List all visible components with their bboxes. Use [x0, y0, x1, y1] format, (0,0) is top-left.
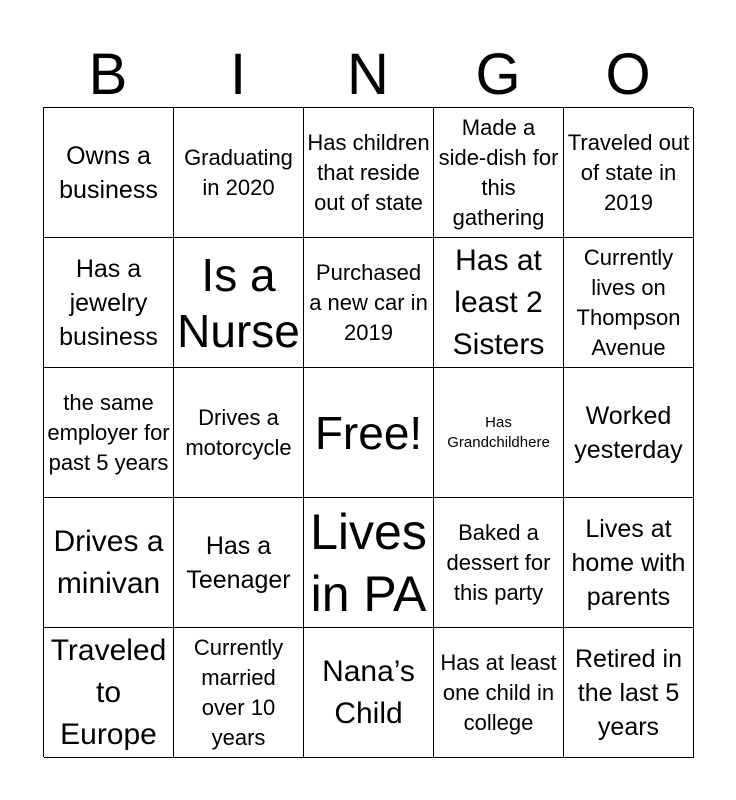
bingo-header [43, 44, 693, 106]
cell-text: Purchased a new car in 2019 [309, 259, 428, 345]
free-space[interactable] [304, 368, 434, 498]
bingo-cell[interactable] [44, 238, 174, 368]
cell-text: Lives at home with parents [571, 514, 686, 611]
cell-text: Traveled to Europe [50, 633, 167, 751]
bingo-cell[interactable] [44, 108, 174, 238]
cell-text: Has Grandchildhere [447, 413, 550, 451]
header-letter-n: N [347, 42, 389, 107]
cell-text: Made a side-dish for this gathering [438, 114, 559, 230]
bingo-cell[interactable] [174, 108, 304, 238]
bingo-cell[interactable] [564, 628, 694, 758]
bingo-cell[interactable] [44, 368, 174, 498]
bingo-cell[interactable] [564, 108, 694, 238]
cell-text: Drives a minivan [53, 524, 164, 600]
bingo-cell[interactable] [434, 108, 564, 238]
bingo-cell[interactable] [434, 628, 564, 758]
cell-text: Lives in PA [310, 503, 427, 622]
bingo-cell[interactable] [434, 368, 564, 498]
header-letter-i: I [229, 42, 247, 107]
header-letter-g: G [475, 42, 521, 107]
cell-text: the same employer for past 5 years [47, 389, 170, 475]
bingo-cell[interactable] [564, 238, 694, 368]
cell-text: Graduating in 2020 [184, 144, 293, 200]
bingo-cell[interactable] [434, 498, 564, 628]
bingo-cell[interactable] [174, 498, 304, 628]
cell-text: Has a Teenager [186, 531, 291, 594]
cell-text: Currently lives on Thompson Avenue [576, 244, 681, 360]
cell-text: Traveled out of state in 2019 [567, 129, 690, 215]
cell-text: Free! [314, 406, 423, 459]
bingo-cell[interactable] [304, 498, 434, 628]
header-letter-b: B [88, 42, 128, 107]
bingo-cell[interactable] [564, 368, 694, 498]
bingo-cell[interactable] [564, 498, 694, 628]
cell-text: Drives a motorcycle [185, 404, 292, 460]
cell-text: Worked yesterday [574, 401, 683, 464]
cell-text: Has at least 2 Sisters [452, 243, 545, 361]
cell-text: Retired in the last 5 years [575, 644, 682, 741]
cell-text: Baked a dessert for this party [446, 519, 551, 605]
cell-text: Owns a business [59, 141, 158, 204]
cell-text: Nana’s Child [322, 654, 415, 730]
cell-text: Has at least one child in college [440, 649, 557, 735]
bingo-cell[interactable] [174, 628, 304, 758]
cell-text: Has children that reside out of state [307, 129, 430, 215]
bingo-board [43, 107, 693, 757]
cell-text: Is a Nurse [177, 248, 300, 357]
bingo-cell[interactable] [304, 628, 434, 758]
cell-text: Has a jewelry business [59, 254, 158, 351]
bingo-cell[interactable] [304, 238, 434, 368]
bingo-cell[interactable] [44, 498, 174, 628]
bingo-cell[interactable] [174, 238, 304, 368]
header-letter-o: O [605, 42, 651, 107]
bingo-cell[interactable] [174, 368, 304, 498]
cell-text: Currently married over 10 years [193, 634, 284, 750]
bingo-cell[interactable] [434, 238, 564, 368]
bingo-cell[interactable] [44, 628, 174, 758]
bingo-cell[interactable] [304, 108, 434, 238]
